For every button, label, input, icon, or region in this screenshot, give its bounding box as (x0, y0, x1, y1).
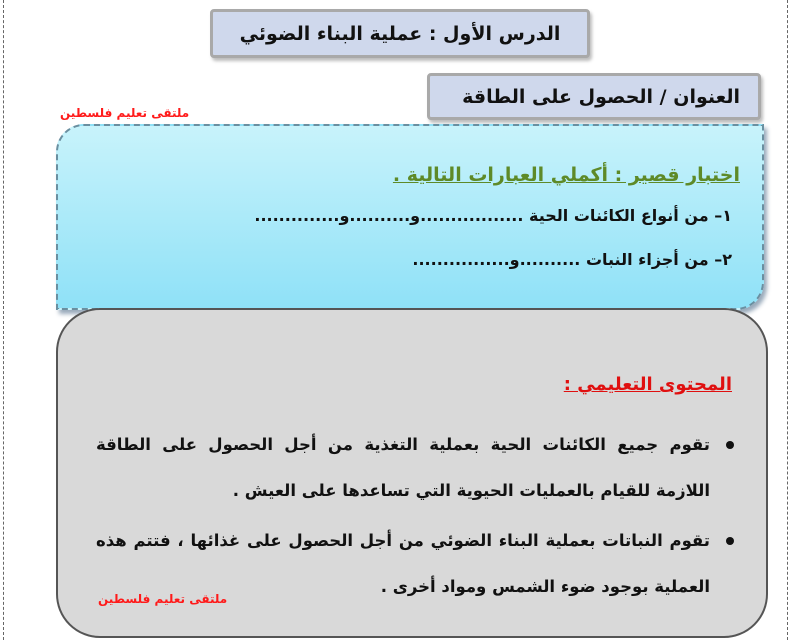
content-box (56, 308, 768, 638)
quiz-item-2: ٢– من أجزاء النبات ..........و................ (412, 250, 732, 269)
watermark-top: ملتقى تعليم فلسطين (60, 106, 190, 120)
subject-title-box (427, 73, 761, 120)
quiz-item-1: ١– من أنواع الكائنات الحية .................و..........و.............. (254, 206, 732, 225)
quiz-box (56, 124, 764, 310)
quiz-title: اختبار قصير : أكملي العبارات التالية . (392, 164, 740, 186)
bullet-icon (726, 441, 734, 449)
subject-title: العنوان / الحصول على الطاقة (462, 85, 740, 108)
watermark-bottom: ملتقى تعليم فلسطين (98, 592, 228, 606)
bullet-text: تقوم جميع الكائنات الحية بعملية التغذية من أجل الحصول على الطاقة اللازمة للقيام بالعمليات الحيوية التي تساعدها على العيش . (96, 435, 710, 500)
bullet-text: تقوم النباتات بعملية البناء الضوئي من أجل الحصول على غذائها ، فتتم هذه العملية بوجود ضوء الشمس ومواد أخرى . (96, 531, 710, 596)
content-title: المحتوى التعليمي : (563, 374, 732, 395)
list-item (96, 422, 736, 514)
content-bullets (96, 422, 736, 614)
bullet-icon (726, 537, 734, 545)
lesson-title: الدرس الأول : عملية البناء الضوئي (239, 22, 561, 45)
lesson-title-box (210, 9, 590, 58)
